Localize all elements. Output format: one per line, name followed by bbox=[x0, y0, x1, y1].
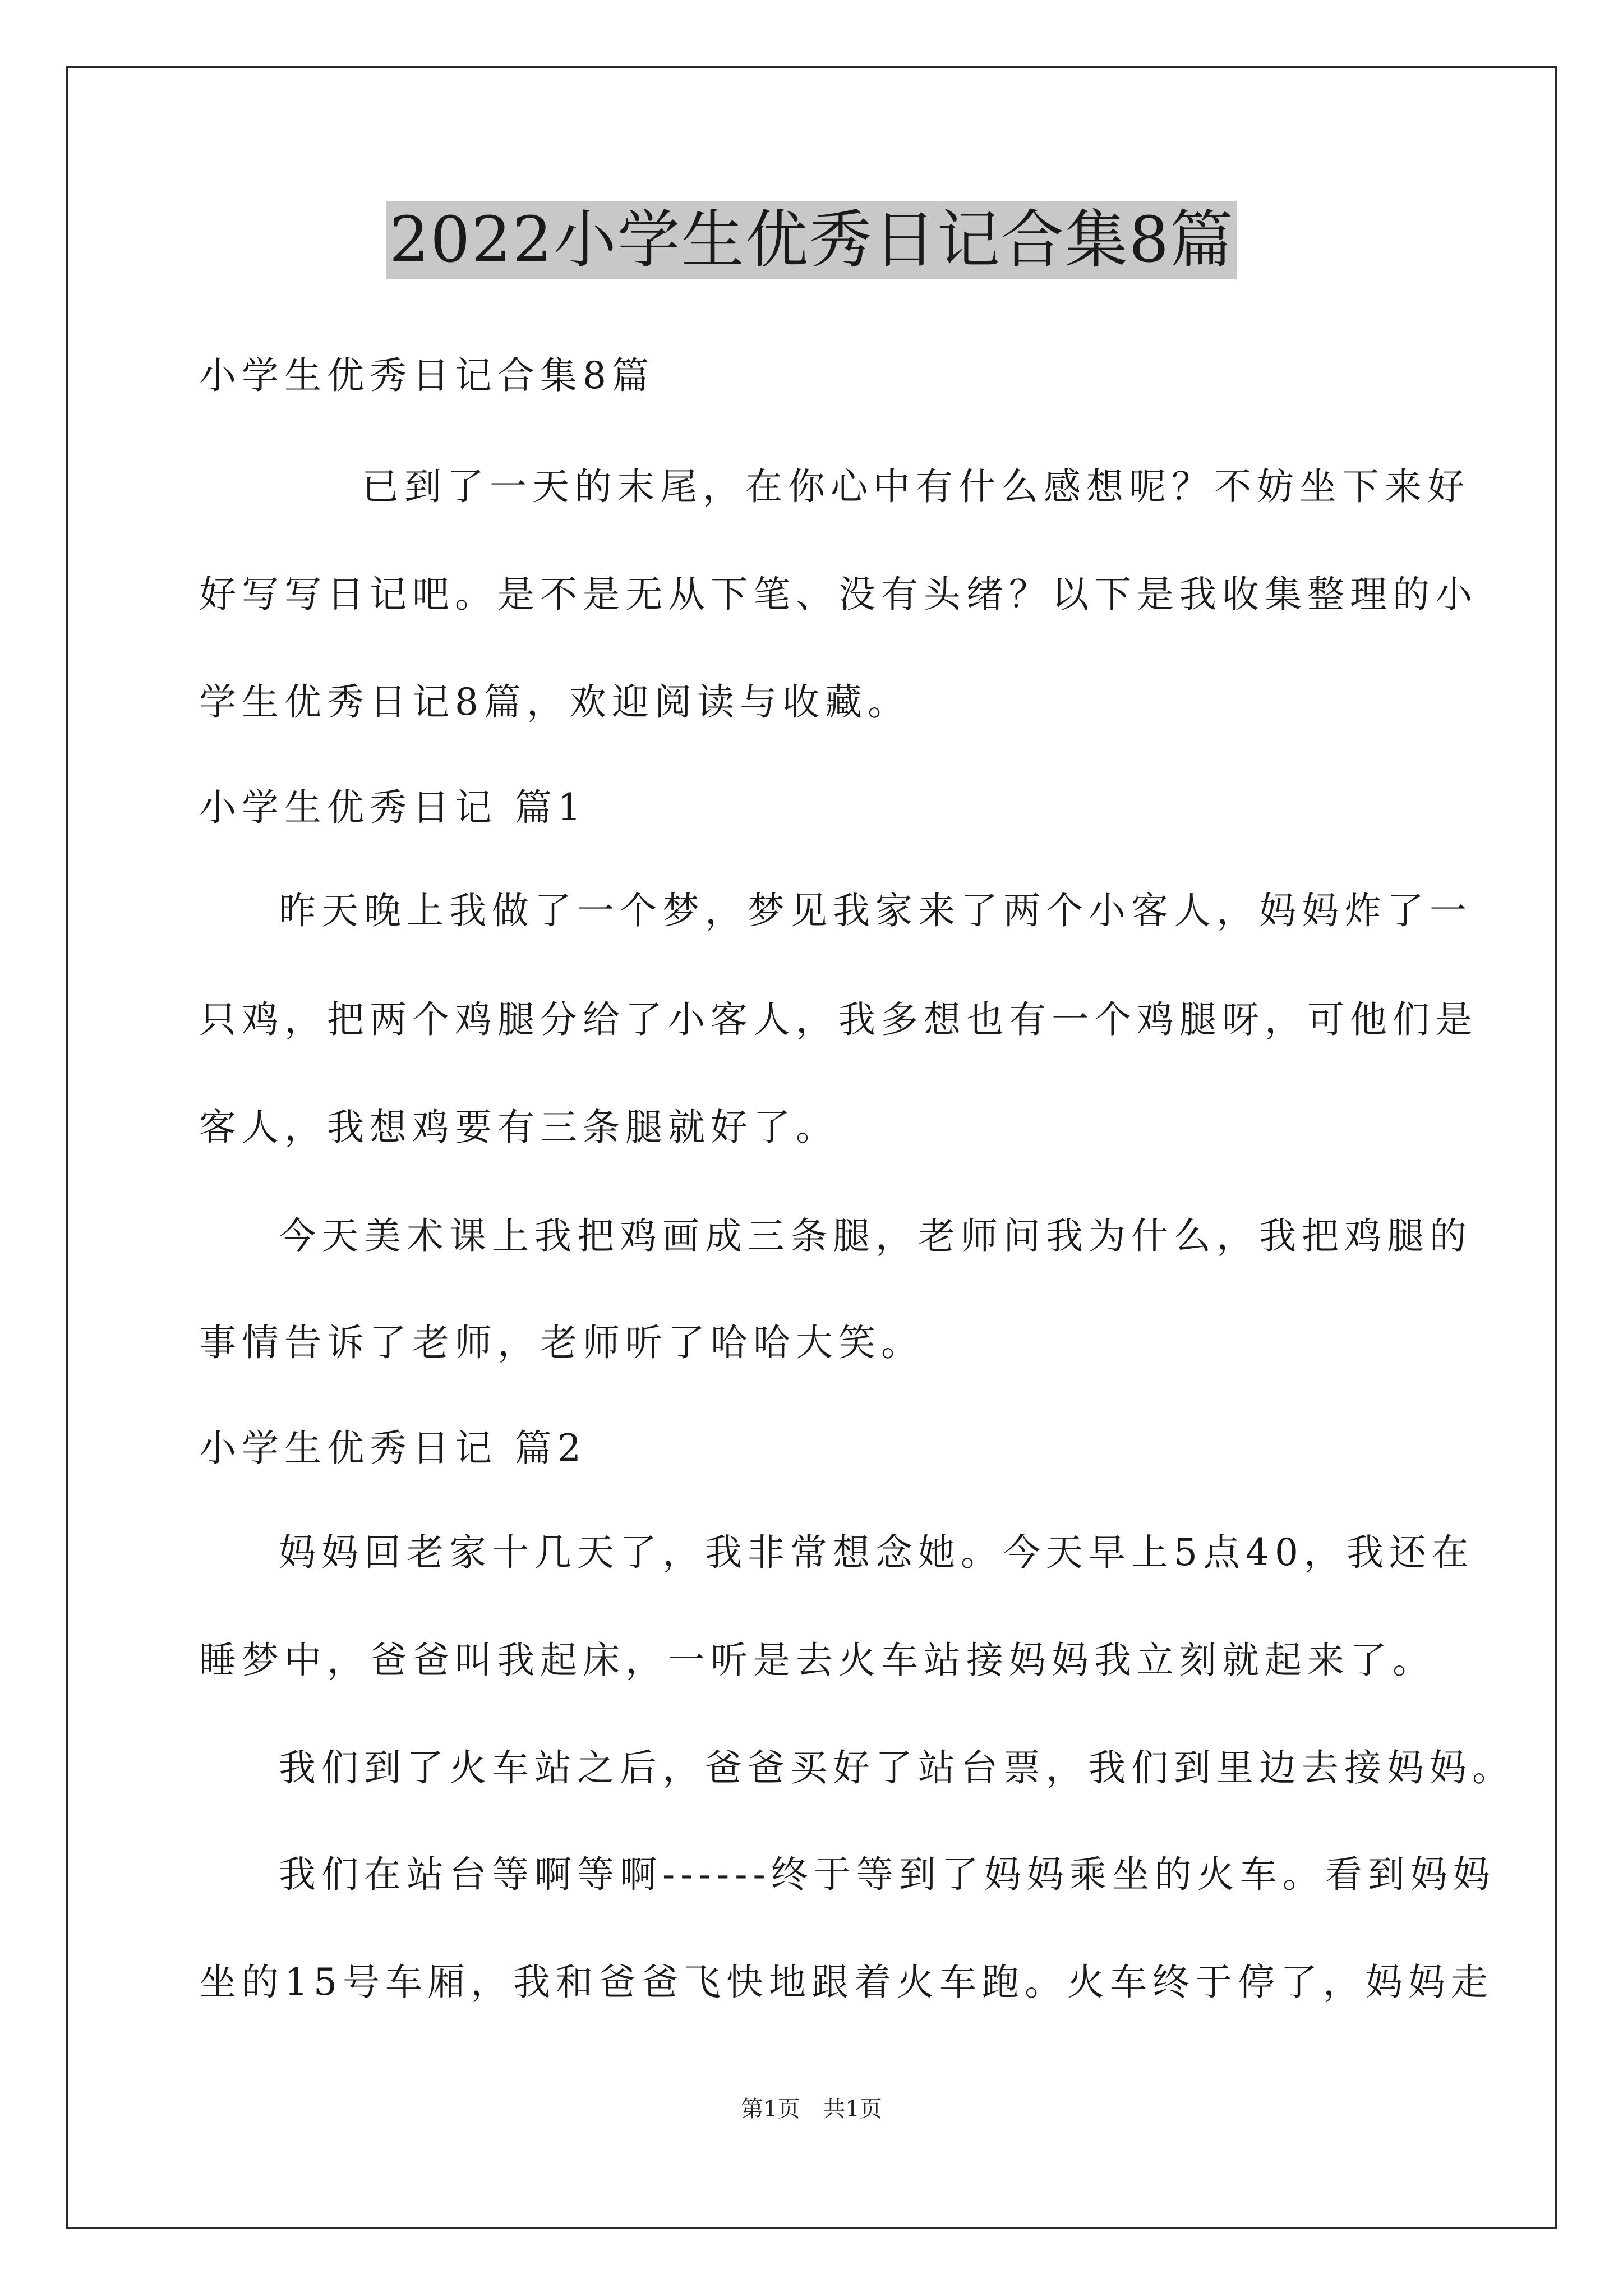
intro-line: 好写写日记吧。是不是无从下笔、没有头绪？以下是我收集整理的小 bbox=[199, 573, 1478, 616]
title-wrap bbox=[0, 201, 1623, 279]
intro-line: 学生优秀日记8篇，欢迎阅读与收藏。 bbox=[199, 680, 910, 724]
paragraph-line: 我们在站台等啊等啊------终于等到了妈妈乘坐的火车。看到妈妈 bbox=[279, 1853, 1496, 1896]
document-title: 2022小学生优秀日记合集8篇 bbox=[386, 201, 1237, 279]
paragraph-line: 事情告诉了老师，老师听了哈哈大笑。 bbox=[199, 1321, 924, 1364]
page-total: 共1页 bbox=[823, 2096, 882, 2122]
paragraph-line: 睡梦中，爸爸叫我起床，一听是去火车站接妈妈我立刻就起来了。 bbox=[199, 1639, 1435, 1682]
paragraph-line: 昨天晚上我做了一个梦，梦见我家来了两个小客人，妈妈炸了一 bbox=[279, 889, 1472, 932]
paragraph-line: 客人，我想鸡要有三条腿就好了。 bbox=[199, 1106, 838, 1149]
page-footer bbox=[0, 2095, 1623, 2123]
section-heading: 小学生优秀日记 篇1 bbox=[199, 786, 587, 829]
paragraph-line: 坐的15号车厢，我和爸爸飞快地跟着火车跑。火车终于停了，妈妈走 bbox=[199, 1961, 1493, 2004]
paragraph-line: 只鸡，把两个鸡腿分给了小客人，我多想也有一个鸡腿呀，可他们是 bbox=[199, 998, 1478, 1041]
paragraph-line: 我们到了火车站之后，爸爸买好了站台票，我们到里边去接妈妈。 bbox=[279, 1746, 1515, 1789]
intro-line: 已到了一天的末尾，在你心中有什么感想呢？不妨坐下来好 bbox=[362, 465, 1470, 508]
paragraph-line: 妈妈回老家十几天了，我非常想念她。今天早上5点40，我还在 bbox=[279, 1531, 1474, 1574]
page-number: 第1页 bbox=[741, 2096, 800, 2122]
paragraph-line: 今天美术课上我把鸡画成三条腿，老师问我为什么，我把鸡腿的 bbox=[279, 1214, 1472, 1258]
section-heading: 小学生优秀日记 篇2 bbox=[199, 1427, 587, 1470]
subtitle: 小学生优秀日记合集8篇 bbox=[199, 354, 654, 397]
